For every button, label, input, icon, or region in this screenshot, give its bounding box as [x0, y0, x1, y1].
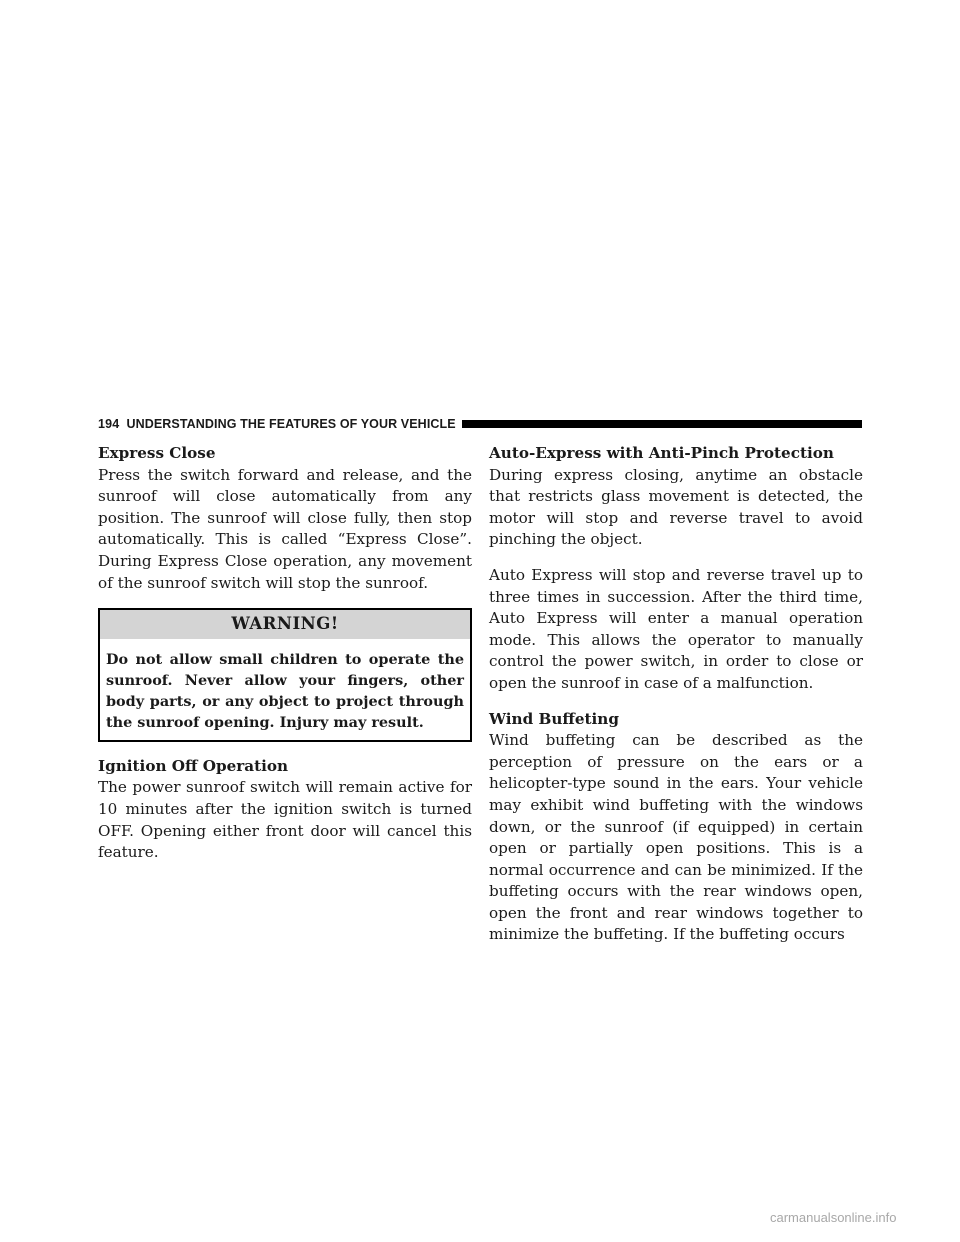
express-close-body: Press the switch forward and release, and the sunroof will close automatically from any position. The sunroof will close fully, then stop automatically. This is called “Express Close”. During Express Close operation, any movement of the sunroof switch will stop the sunroof. — [98, 465, 472, 592]
section-title: UNDERSTANDING THE FEATURES OF YOUR VEHICLE — [126, 417, 456, 431]
warning-body: Do not allow small children to operate the sunroof. Never allow your fingers, other body parts, or any object to project through the sunroof opening. Injury may result. — [106, 650, 464, 731]
right-column — [489, 443, 863, 946]
header-rule — [462, 420, 862, 428]
auto-express-heading: Auto-Express with Anti-Pinch Protection — [489, 444, 834, 462]
left-column — [98, 443, 472, 864]
warning-title: WARNING! — [100, 610, 470, 639]
footer-watermark: carmanualsonline.info — [770, 1210, 897, 1225]
express-close-heading: Express Close — [98, 444, 216, 462]
auto-express-body-1: During express closing, anytime an obstacle that restricts glass movement is detected, the motor will stop and reverse travel to avoid pinching the object. — [489, 465, 863, 549]
ignition-off-heading: Ignition Off Operation — [98, 756, 289, 775]
warning-box — [98, 608, 472, 742]
wind-buffeting-heading: Wind Buffeting — [489, 709, 619, 728]
wind-buffeting-body: Wind buffeting can be described as the perception of pressure on the ears or a helicopter-type sound in the ears. Your vehicle may exhibit wind buffeting with the windows down, or the sunroof (if equipped) in certain open or partially open positions. This is a normal occurrence and can be minimized. If the buffeting occurs with the rear windows open, open the front and rear windows together to minimize the buffeting. If the buffeting occurs — [489, 731, 863, 944]
page-number: 194 — [98, 417, 120, 431]
page-header — [98, 417, 862, 431]
auto-express-body-2: Auto Express will stop and reverse travel up to three times in succession. After the third time, Auto Express will enter a manual operation mode. This allows the operator to manually control the power switch, in order to close or open the sunroof in case of a malfunction. — [489, 565, 863, 692]
ignition-off-body: The power sunroof switch will remain active for 10 minutes after the ignition switch is turned OFF. Opening either front door will cancel this feature. — [98, 778, 472, 862]
